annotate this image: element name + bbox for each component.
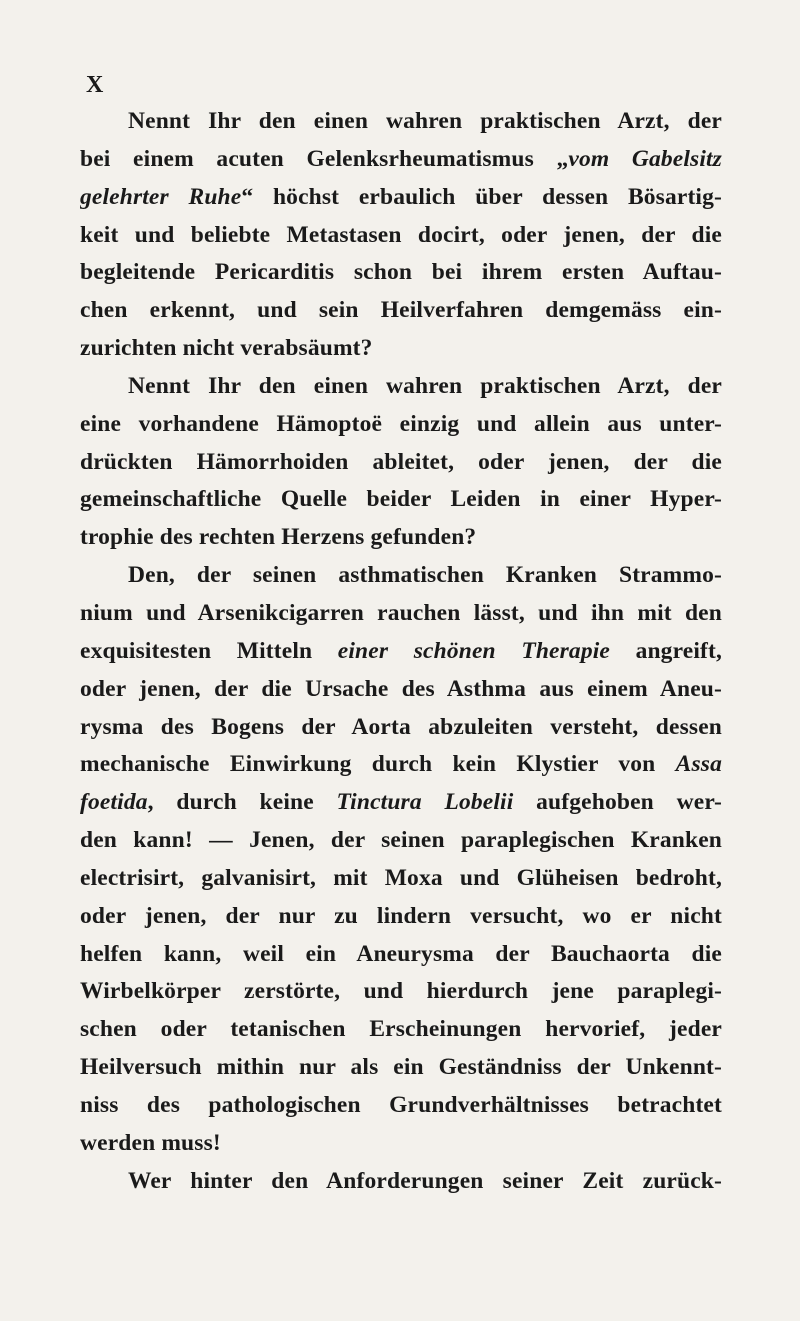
text-run: eine vorhandene Hämoptoë einzig und allein aus unter-	[80, 410, 722, 437]
text-run: werden muss!	[80, 1129, 221, 1156]
text-line	[80, 709, 722, 747]
italic-run: gelehrter Ruhe	[80, 183, 242, 210]
text-run: gemeinschaftliche Quelle beider Leiden in einer Hyper-	[80, 486, 722, 513]
text-line	[80, 822, 722, 860]
text-run: zurichten nicht verabsäumt?	[80, 335, 373, 362]
text-run: den kann! — Jenen, der seinen paraplegischen Kranken	[80, 827, 722, 854]
text-line	[80, 141, 722, 179]
text-run: drückten Hämorrhoiden ableitet, oder jenen, der die	[80, 448, 722, 475]
text-run: Heilversuch mithin nur als ein Geständniss der Unkennt-	[80, 1054, 722, 1081]
text-run: trophie des rechten Herzens gefunden?	[80, 524, 477, 551]
text-line	[80, 746, 722, 784]
text-run: chen erkennt, und sein Heilverfahren demgemäss ein-	[80, 297, 722, 324]
text-run: Nennt Ihr den einen wahren praktischen Arzt, der	[128, 372, 722, 399]
text-line	[80, 1163, 722, 1201]
text-line	[80, 481, 722, 519]
text-run: oder jenen, der nur zu lindern versucht, wo er nicht	[80, 902, 722, 929]
text-line	[80, 671, 722, 709]
text-run: Wirbelkörper zerstörte, und hierdurch jene paraplegi-	[80, 978, 722, 1005]
italic-run: einer schönen Therapie	[337, 637, 610, 664]
text-run: nium und Arsenikcigarren rauchen lässt, und ihn mit den	[80, 599, 722, 626]
text-line	[80, 1049, 722, 1087]
text-run: exquisitesten Mitteln	[80, 637, 338, 664]
italic-run: foetida	[80, 789, 148, 816]
text-line	[80, 936, 722, 974]
text-line	[80, 633, 722, 671]
text-run: Den, der seinen asthmatischen Kranken Strammo-	[128, 562, 722, 589]
italic-run: Assa	[675, 751, 722, 778]
text-run: begleitende Pericarditis schon bei ihrem ersten Auftau-	[80, 259, 722, 286]
text-run: oder jenen, der die Ursache des Asthma aus einem Aneu-	[80, 675, 722, 702]
text-line	[80, 292, 722, 330]
text-run: schen oder tetanischen Erscheinungen hervorief, jeder	[80, 1016, 722, 1043]
text-line	[80, 406, 722, 444]
text-line	[80, 103, 722, 141]
text-run: , durch keine	[147, 789, 337, 816]
text-line	[80, 519, 722, 557]
italic-run: vom Gabelsitz	[568, 145, 722, 172]
text-run: angreift,	[609, 637, 722, 664]
text-line	[80, 1087, 722, 1125]
text-run: Nennt Ihr den einen wahren praktischen Arzt, der	[128, 108, 722, 134]
text-run: aufgehoben wer-	[513, 789, 722, 816]
text-line	[80, 1011, 722, 1049]
text-run: Wer hinter den Anforderungen seiner Zeit zurück-	[128, 1167, 722, 1194]
text-run: electrisirt, galvanisirt, mit Moxa und Glüheisen bedroht,	[80, 864, 722, 891]
text-line	[80, 179, 722, 217]
text-run: niss des pathologischen Grundverhältnisses betrachtet	[80, 1091, 722, 1118]
italic-run: Tinctura Lobelii	[336, 789, 514, 816]
text-line	[80, 595, 722, 633]
text-line	[80, 860, 722, 898]
text-line	[80, 368, 722, 406]
text-line	[80, 330, 722, 368]
text-line	[80, 784, 722, 822]
text-run: bei einem acuten Gelenksrheumatismus „	[80, 145, 569, 172]
text-run: rysma des Bogens der Aorta abzuleiten versteht, dessen	[80, 713, 722, 740]
text-run: helfen kann, weil ein Aneurysma der Bauchaorta die	[80, 940, 722, 967]
text-line	[80, 254, 722, 292]
body-text	[80, 103, 722, 1200]
text-line	[80, 898, 722, 936]
text-run: “ höchst erbaulich über dessen Bösartig-	[241, 183, 722, 210]
text-line	[80, 557, 722, 595]
page-folio: X	[86, 72, 104, 98]
text-line	[80, 973, 722, 1011]
text-line	[80, 444, 722, 482]
text-run: keit und beliebte Metastasen docirt, oder jenen, der die	[80, 221, 722, 248]
text-line	[80, 1125, 722, 1163]
text-line	[80, 217, 722, 255]
text-run: mechanische Einwirkung durch kein Klystier von	[80, 751, 676, 778]
